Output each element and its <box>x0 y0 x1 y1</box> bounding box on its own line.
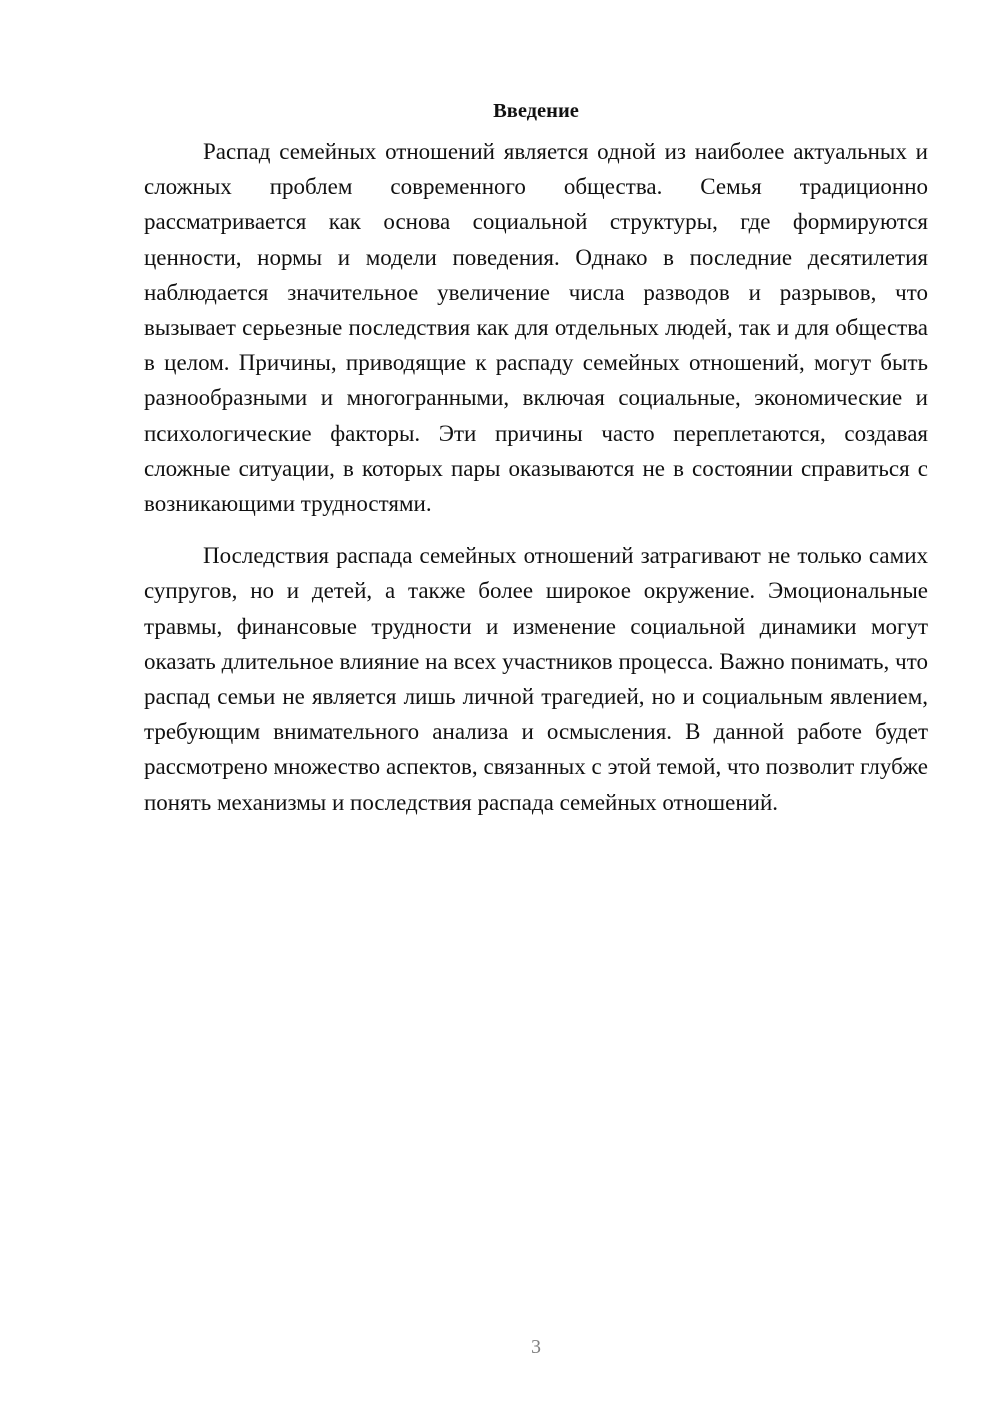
section-title: Введение <box>493 100 579 122</box>
intro-paragraph-2: Последствия распада семейных отношений затрагивают не только самих супругов, но и детей, а также более широкое окружение. Эмоциональные травмы, финансовые трудности и изменение социальной динамики могут оказать длительное влияние на всех участников процесса. Важно понимать, что распад семьи не является лишь личной трагедией, но и социальным явлением, требующим внимательного анализа и осмысления. В данной работе будет рассмотрено множество аспектов, связанных с этой темой, что позволит глубже понять механизмы и последствия распада семейных отношений. <box>144 543 928 815</box>
page-number: 3 <box>531 1336 541 1358</box>
intro-paragraph-1: Распад семейных отношений является одной из наиболее актуальных и сложных проблем современного общества. Семья традиционно рассматривается как основа социальной структуры, где формируются ценности, нормы и модели поведения. Однако в последние десятилетия наблюдается значительное увеличение числа разводов и разрывов, что вызывает серьезные последствия как для отдельных людей, так и для общества в целом. Причины, приводящие к распаду семейных отношений, могут быть разнообразными и многогранными, включая социальные, экономические и психологические факторы. Эти причины часто переплетаются, создавая сложные ситуации, в которых пары оказываются не в состоянии справиться с возникающими трудностями. <box>144 139 928 517</box>
page-content <box>144 96 928 820</box>
